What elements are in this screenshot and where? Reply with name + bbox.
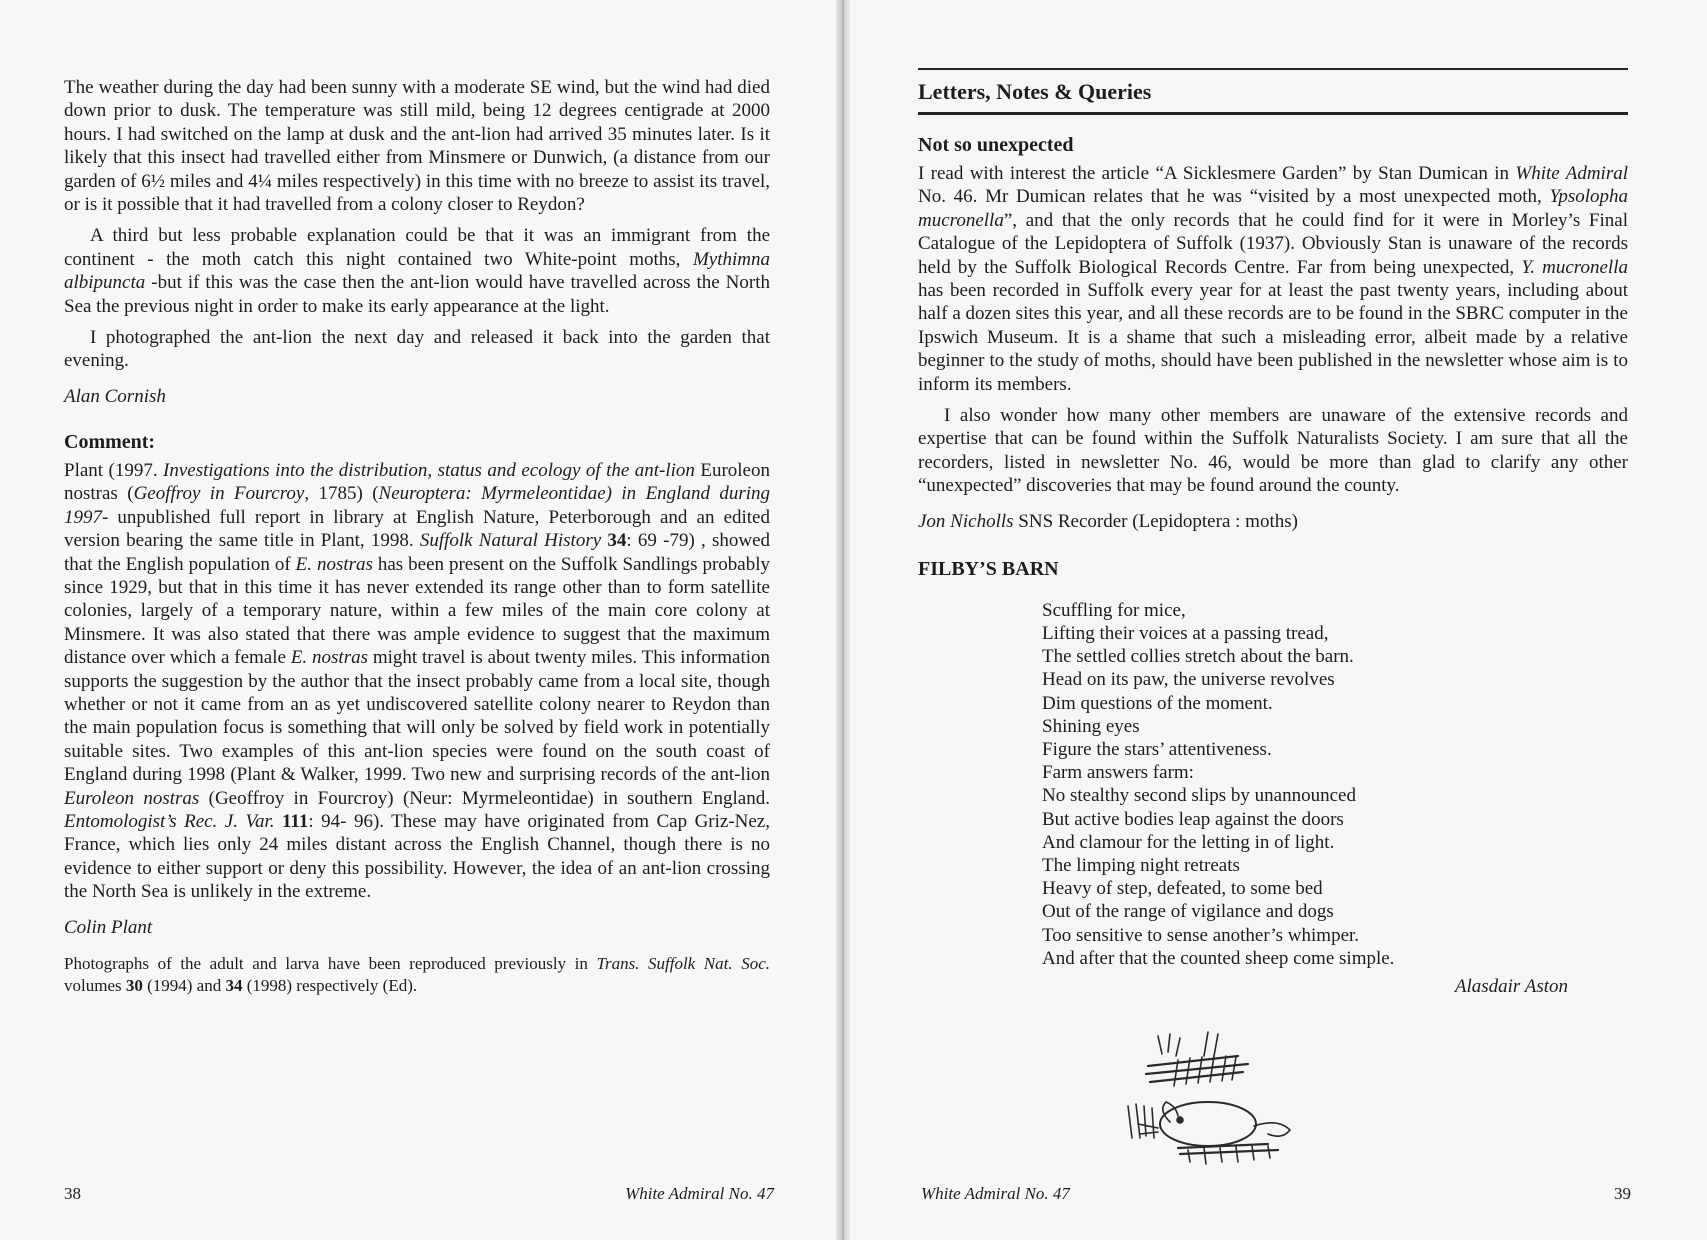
poem-line: The settled collies stretch about the barn. [1042,646,1354,668]
poem-line: And clamour for the letting in of light. [1042,831,1335,853]
mouse-sketch-illustration [1118,1026,1298,1176]
poem-line: Dim questions of the moment. [1042,692,1273,714]
page-number-left: 38 [64,1184,81,1203]
poem-line: Head on its paw, the universe revolves [1042,669,1335,691]
poem-line: Figure the stars’ attentiveness. [1042,738,1272,760]
poem-line: Scuffling for mice, [1042,599,1186,621]
poem-line: Shining eyes [1042,715,1140,737]
section-top-rule [918,68,1628,70]
poem-line: Farm answers farm: [1042,762,1194,784]
poem-line: Lifting their voices at a passing tread, [1042,622,1329,644]
right-column [918,68,1628,998]
author-signature: Alan Cornish [64,385,166,407]
photo-footnote: Photographs of the adult and larva have been reproduced previously in Trans. Suffolk Nat. Soc. volumes 30 (1994) and 34 (1998) respectively (Ed). [64,953,770,995]
paragraph-weather: The weather during the day had been sunny with a moderate SE wind, but the wind had died down prior to dusk. The temperature was still mild, being 12 degrees centigrade at 2000 hours. I had switched on the lamp at dusk and the ant-lion had arrived 35 minutes later. Is it likely that this insect had travelled either from Minsmere or Dunwich, (a distance from our garden of 6½ miles and 4¼ miles respectively) in this time with no breeze to assist its travel, or is it possible that it had travelled from a colony closer to Reydon? [64,77,770,216]
poem-line: And after that the counted sheep come simple. [1042,947,1395,969]
left-column [64,76,770,997]
poem-line: But active bodies leap against the doors [1042,808,1344,830]
poem-body [1042,599,1628,970]
poem-line: Heavy of step, defeated, to some bed [1042,878,1323,900]
poet-signature: Alasdair Aston [1454,975,1568,997]
paragraph-photographed: I photographed the ant-lion the next day and released it back into the garden that evening. [64,327,770,372]
poem-line: No stealthy second slips by unannounced [1042,785,1356,807]
comment-paragraph: Plant (1997. Investigations into the distribution, status and ecology of the ant-lion Euroleon nostras (Geoffroy in Fourcroy, 1785) (Neuroptera: Myrmeleontidae) in England during 1997- unpublished full report in library at English Nature, Peterborough and an edited version bearing the same title in Plant, 1998. Suffolk Natural History 34: 69 -79) , showed that the English population of E. nostras has been present on the Suffolk Sandlings probably since 1929, but that in this time it has never extended its range other than to form satellite colonies, largely of a temporary nature, within a few miles of the main core colony at Minsmere. It was also stated that there was ample evidence to suggest that the maximum distance over which a female E. nostras might travel is about twenty miles. This information supports the suggestion by the author that the insect probably came from a local site, though whether or not it came from an as yet undiscovered satellite colony nearer to Reydon than the main population focus is something that will only be solved by field work in potentially suitable sites. Two examples of this ant-lion species were found on the south coast of England during 1998 (Plant & Walker, 1999. Two new and surprising records of the ant-lion Euroleon nostras (Geoffroy in Fourcroy) (Neur: Myrmeleontidae) in southern England. Entomologist’s Rec. J. Var. 111: 94- 96). These may have originated from Cap Griz-Nez, France, which lies only 24 miles distant across the English Channel, though there is no evidence to either support or deny this possibility. However, the idea of an ant-lion crossing the North Sea is unlikely in the extreme. [64,459,771,903]
running-title-right: White Admiral No. 47 [921,1184,1070,1203]
poem-line: The limping night retreats [1042,854,1240,876]
letter-signature: Jon Nicholls SNS Recorder (Lepidoptera : moths) [918,510,1298,532]
poem-line: Too sensitive to sense another’s whimper. [1042,924,1360,946]
comment-author-signature: Colin Plant [64,916,153,938]
paragraph-immigrant: A third but less probable explanation could be that it was an immigrant from the continent - the moth catch this night contained two White-point moths, Mythimna albipuncta -but if this was the case then the ant-lion would have travelled across the North Sea the previous night in order to make its early appearance at the light. [64,225,770,317]
section-title: Letters, Notes & Queries [918,79,1152,104]
comment-heading: Comment: [64,430,156,453]
running-title-left: White Admiral No. 47 [625,1184,774,1203]
section-bottom-rule [918,112,1628,115]
letter-paragraph-1: I read with interest the article “A Sicklesmere Garden” by Stan Dumican in White Admiral No. 46. Mr Dumican relates that he was “visited by a most unexpected moth, Ypsolopha mucronella”, and that the only records that he could find for it were in Morley’s Final Catalogue of the Lepidoptera of Suffolk (1937). Obviously Stan is unaware of the records held by the Suffolk Biological Records Centre. Far from being unexpected, Y. mucronella has been recorded in Suffolk every year for at least the past twenty years, including about half a dozen sites this year, and all these records are to be found in the SBRC computer in the Ipswich Museum. It is a shame that such a misleading error, albeit made by a relative beginner to the study of moths, should have been published in the newsletter whose aim is to inform its members. [918,163,1628,395]
poem-title: FILBY’S BARN [918,557,1059,580]
letter-heading: Not so unexpected [918,134,1074,156]
page-number-right: 39 [1614,1184,1631,1203]
book-gutter [836,0,850,1240]
letter-paragraph-2: I also wonder how many other members are unaware of the extensive records and expertise that can be found within the Suffolk Naturalists Society. I am sure that all the recorders, listed in newsletter No. 46, would be more than glad to clarify any other “unexpected” discoveries that may be found around the county. [918,405,1628,497]
poem-line: Out of the range of vigilance and dogs [1042,901,1334,923]
